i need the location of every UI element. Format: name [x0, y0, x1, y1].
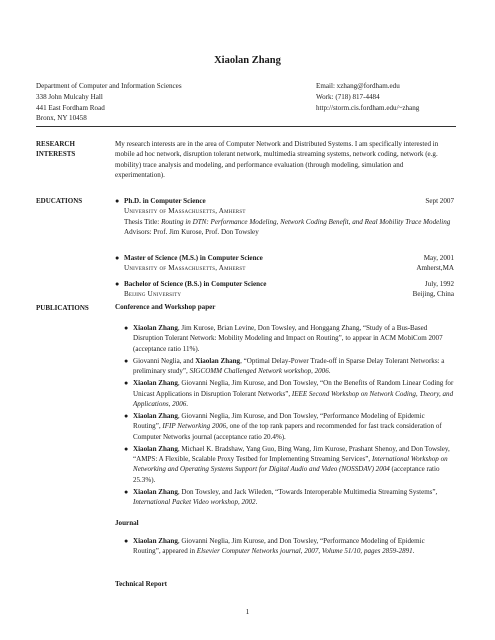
conf-heading: Conference and Workshop paper	[115, 303, 216, 311]
pub-text: , Giovanni Neglia, Jim Kurose, and Don Towsley, “On the Benefits of Random Linear Coding for Unicast Applications in Disruption Tolerant Networks”,	[133, 379, 454, 398]
journal-list	[124, 536, 454, 559]
degree-date: Sept 2007	[425, 197, 454, 205]
cv-name: Xiaolan Zhang	[214, 55, 281, 66]
school-name: Beijing University	[124, 290, 182, 299]
list-item	[124, 444, 454, 485]
pub-text: , Giovanni Neglia, Jim Kurose, and Don Towsley, “Performance Modeling of Epidemic Routing”,	[133, 412, 425, 431]
pub-venue: IFIP Networking 2006	[162, 422, 227, 431]
degree-title: Master of Science (M.S.) in Computer Science	[124, 254, 263, 262]
address-line: 441 East Fordham Road	[36, 103, 105, 112]
contact-block	[316, 81, 419, 113]
degree-date: May, 2001	[423, 254, 454, 262]
school-name: University of Massachusetts, Amherst	[124, 264, 246, 273]
pub-text: , “Optimal Delay-Power Trade-off in Sparse Delay Tolerant Networks: a preliminary study”,	[133, 356, 445, 375]
research-label-line2: INTERESTS	[36, 150, 76, 159]
pub-author: Xiaolan Zhang	[133, 444, 178, 453]
bullet-icon: ●	[115, 197, 120, 205]
thesis	[115, 217, 454, 227]
edu-phd	[115, 196, 454, 237]
email-line: Email: xzhang@fordham.edu	[316, 82, 400, 90]
address-block	[36, 81, 182, 124]
journal-heading: Journal	[115, 519, 139, 527]
research-label-line1: RESEARCH	[36, 140, 75, 148]
advisors: Advisors: Prof. Jim Kurose, Prof. Don Towsley	[124, 227, 259, 236]
pub-text: .	[255, 498, 258, 506]
bullet-icon: ●	[124, 412, 129, 420]
list-item	[124, 487, 454, 508]
education-label: EDUCATIONS	[36, 197, 83, 205]
pub-text: , one of the top rank papers and recommended for fast track consideration of Computer Networks journal (acceptance ratio 20.4%).	[133, 422, 442, 441]
pub-text: , Jim Kurose, Brian Levine, Don Towsley, and Honggang Zhang, “Study of a Bus-Based Disruption Tolerant Network: Mobility Modeling and Impact on Routing”, to appear in ACM MobiCom 2007 (acceptance ratio 11%).	[133, 324, 443, 353]
tech-report-heading: Technical Report	[115, 580, 167, 588]
list-item	[124, 356, 454, 377]
conf-list	[124, 323, 454, 509]
bullet-icon: ●	[124, 487, 129, 496]
pub-text: .	[328, 367, 331, 375]
degree-title: Ph.D. in Computer Science	[124, 197, 206, 205]
pub-venue: International Workshop on Networking and Operating Systems Support for Digital Audio and Video (NOSSDAV) 2004	[133, 455, 448, 474]
address-line: Department of Computer and Information Sciences	[36, 82, 182, 90]
phone-line: Work: (718) 817-4484	[316, 92, 380, 101]
page-number: 1	[245, 607, 250, 616]
pub-author: Xiaolan Zhang	[195, 356, 241, 365]
header-divider	[36, 126, 456, 127]
research-text: My research interests are in the area of Computer Network and Distributed Systems. I am specifically interested in mobile ad hoc network, disruption tolerant network, multimedia streaming systems, network coding, network (e.g. mobility) trace analysis and modeling, and performance evaluation (through modeling, simulation and experimentation).	[115, 140, 439, 179]
publications-label: PUBLICATIONS	[36, 304, 89, 312]
pub-text: (acceptance ratio 25.3%).	[133, 465, 440, 484]
degree-title: Bachelor of Science (B.S.) in Computer Science	[124, 280, 267, 288]
address-line: Bronx, NY 10458	[36, 114, 87, 123]
pub-author: Xiaolan Zhang	[133, 487, 178, 496]
research-label	[36, 139, 75, 159]
pub-author: Xiaolan Zhang	[133, 537, 178, 545]
school-location: Beijing, China	[412, 290, 454, 299]
list-item	[124, 378, 454, 409]
list-item	[124, 323, 454, 354]
pub-author: Xiaolan Zhang	[133, 324, 178, 332]
pub-text: , Don Towsley, and Jack Wileden, “Towards Interoperable Multimedia Streaming Systems”,	[177, 487, 438, 496]
pub-text: , Michael K. Bradshaw, Yang Guo, Bing Wang, Jim Kurose, Prashant Shenoy, and Don Towsley, “AMPS: A Flexible, Scalable Proxy Testbed for Implementing Streaming Services”,	[133, 444, 450, 463]
pub-venue: IEEE Second Workshop on Network Coding, Theory, and Applications, 2006	[133, 389, 454, 408]
pub-text: Giovanni Neglia, and	[133, 356, 196, 365]
list-item	[124, 411, 454, 442]
homepage-link[interactable]: http://storm.cis.fordham.edu/~zhang	[316, 103, 420, 112]
bullet-icon: ●	[124, 444, 129, 453]
pub-venue: International Packet Video workshop, 2002	[133, 498, 256, 506]
bullet-icon: ●	[124, 379, 129, 388]
school-location: Amherst,MA	[416, 264, 454, 273]
pub-text: .	[412, 547, 415, 556]
list-item	[124, 536, 454, 557]
pub-venue: SIGCOMM Challenged Network workshop, 2006	[189, 367, 329, 375]
pub-text: .	[186, 399, 189, 408]
bullet-icon: ●	[124, 324, 129, 332]
pub-text: , Giovanni Neglia, Jim Kurose, and Don Towsley, “Performance Modeling of Epidemic Routing”, appeared in	[133, 537, 425, 556]
edu-ms	[115, 253, 454, 274]
pub-author: Xiaolan Zhang	[133, 379, 178, 388]
address-line: 338 John Mulcahy Hall	[36, 92, 103, 101]
thesis-prefix: Thesis Title:	[124, 217, 160, 226]
thesis-title: Routing in DTN: Performance Modeling, Network Coding Benefit, and Real Mobility Trace Modeling	[161, 217, 451, 226]
bullet-icon: ●	[115, 254, 120, 262]
school-name: University of Massachusetts, Amherst	[124, 207, 246, 216]
bullet-icon: ●	[115, 280, 120, 288]
degree-date: July, 1992	[424, 280, 454, 288]
pub-venue: Elsevier Computer Networks journal, 2007, Volume 51/10, pages 2859-2891	[196, 547, 413, 556]
pub-author: Xiaolan Zhang	[133, 412, 178, 420]
edu-bs	[115, 279, 454, 300]
bullet-icon: ●	[124, 356, 129, 365]
bullet-icon: ●	[124, 537, 129, 545]
